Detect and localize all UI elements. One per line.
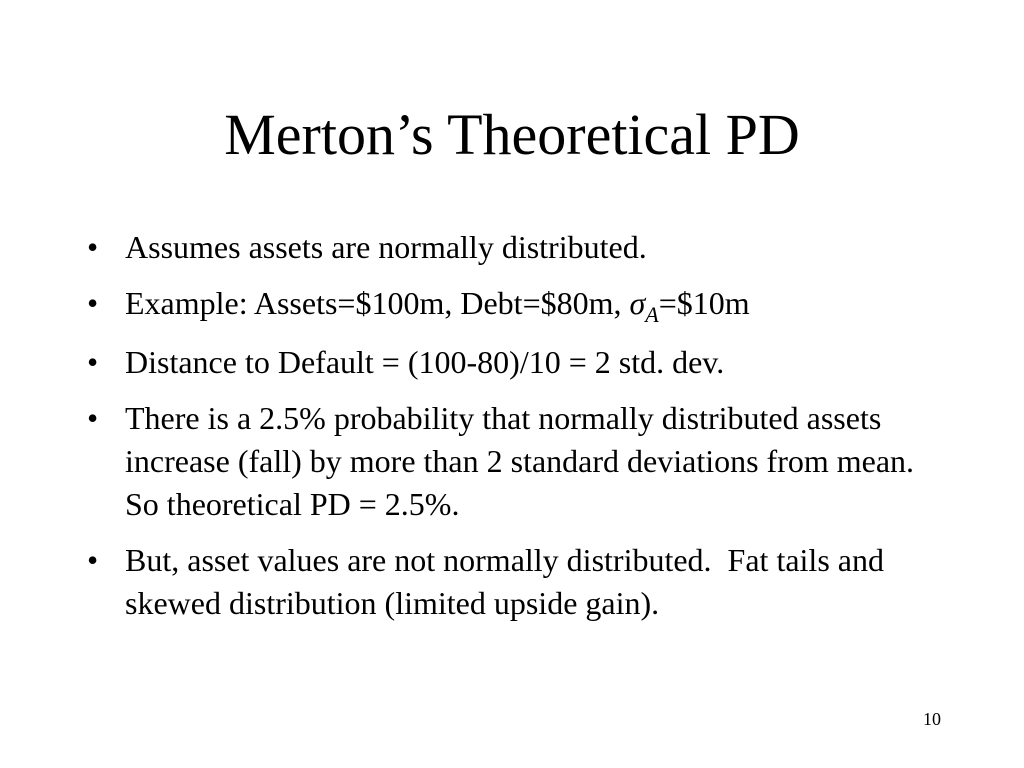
bullet-text: There is a 2.5% probability that normally distributed assets increase (fall) by more than 2 standard deviations from mean. So theoretical PD = 2.5%.: [125, 400, 931, 522]
bullet-dot-icon: •: [87, 542, 99, 578]
slide-title: Merton’s Theoretical PD: [224, 102, 800, 167]
bullet-dot-icon: •: [87, 344, 99, 380]
sigma-subscript: A: [645, 302, 659, 327]
bullet-text: Distance to Default = (100-80)/10 = 2 std. dev.: [125, 344, 725, 380]
sigma-symbol: σ: [629, 285, 646, 321]
bullet-text-suffix: =$10m: [658, 285, 750, 321]
bullet-list: [87, 226, 947, 638]
bullet-item-caveat: [87, 539, 947, 625]
bullet-item-probability: [87, 397, 947, 526]
bullet-item-example: [87, 282, 947, 328]
bullet-text: Assumes assets are normally distributed.: [125, 229, 647, 265]
bullet-dot-icon: •: [87, 229, 99, 265]
bullet-item-distance: [87, 341, 947, 384]
page-number: 10: [923, 709, 941, 729]
bullet-dot-icon: •: [87, 400, 99, 436]
bullet-item-assumption: [87, 226, 947, 269]
bullet-dot-icon: •: [87, 285, 99, 321]
bullet-text: But, asset values are not normally distributed. Fat tails and skewed distribution (limited upside gain).: [125, 542, 892, 621]
bullet-text-prefix: Example: Assets=$100m, Debt=$80m,: [125, 285, 630, 321]
